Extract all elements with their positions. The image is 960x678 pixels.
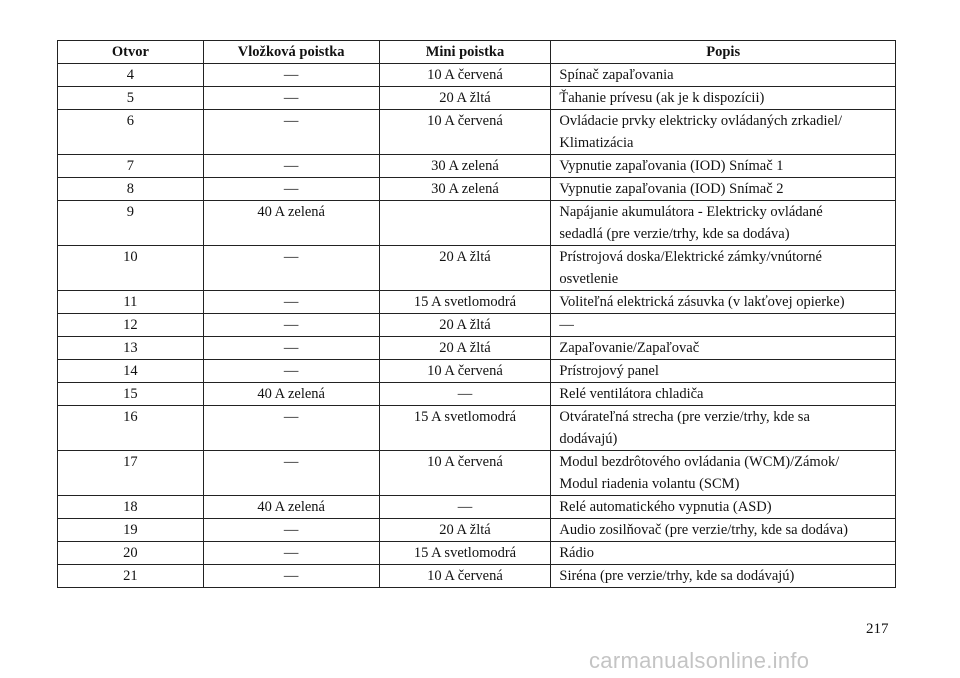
popis-line: Vypnutie zapaľovania (IOD) Snímač 1 [559,158,784,174]
popis-line: Ovládacie prvky elektricky ovládaných zrkadiel/ [559,113,843,129]
cell-popis [551,360,896,383]
cell-vlozkova-poistka: — [203,155,379,178]
cell-otvor: 9 [58,201,204,246]
cell-otvor: 14 [58,360,204,383]
popis-line: Napájanie akumulátora - Elektricky ovládané [559,204,823,220]
cell-mini-poistka: 10 A červená [379,451,551,496]
table-row [58,360,896,383]
cell-otvor: 13 [58,337,204,360]
cell-mini-poistka: 30 A zelená [379,155,551,178]
table-row [58,542,896,565]
cell-mini-poistka: — [379,383,551,406]
header-mini-poistka: Mini poistka [379,41,551,64]
cell-otvor: 15 [58,383,204,406]
cell-mini-poistka [379,201,551,246]
table-row [58,178,896,201]
popis-line: Otvárateľná strecha (pre verzie/trhy, kde sa [559,409,810,425]
cell-mini-poistka: 20 A žltá [379,314,551,337]
popis-line: sedadlá (pre verzie/trhy, kde sa dodáva) [559,226,790,242]
cell-popis [551,201,896,246]
cell-otvor: 4 [58,64,204,87]
cell-vlozkova-poistka: — [203,178,379,201]
cell-otvor: 5 [58,87,204,110]
cell-vlozkova-poistka: — [203,87,379,110]
cell-otvor: 18 [58,496,204,519]
popis-line: Relé ventilátora chladiča [559,386,704,402]
cell-popis [551,87,896,110]
popis-line: Zapaľovanie/Zapaľovač [559,340,700,356]
cell-otvor: 10 [58,246,204,291]
header-otvor: Otvor [58,41,204,64]
cell-mini-poistka: 20 A žltá [379,519,551,542]
table-row [58,201,896,246]
popis-line: Audio zosilňovač (pre verzie/trhy, kde sa dodáva) [559,522,848,538]
cell-popis [551,383,896,406]
cell-otvor: 17 [58,451,204,496]
cell-mini-poistka: 20 A žltá [379,246,551,291]
cell-popis [551,178,896,201]
cell-vlozkova-poistka: — [203,565,379,588]
watermark: carmanualsonline.info [589,648,810,673]
header-vlozkova-poistka: Vložková poistka [203,41,379,64]
cell-otvor: 11 [58,291,204,314]
cell-vlozkova-poistka: — [203,542,379,565]
cell-vlozkova-poistka: — [203,110,379,155]
cell-otvor: 12 [58,314,204,337]
cell-otvor: 16 [58,406,204,451]
table-row [58,64,896,87]
cell-vlozkova-poistka: — [203,360,379,383]
table-row [58,496,896,519]
cell-mini-poistka: 20 A žltá [379,87,551,110]
table-row [58,337,896,360]
cell-popis [551,496,896,519]
cell-vlozkova-poistka: — [203,64,379,87]
table-row [58,110,896,155]
cell-mini-poistka: 15 A svetlomodrá [379,542,551,565]
cell-vlozkova-poistka: 40 A zelená [203,383,379,406]
popis-line: Prístrojový panel [559,363,659,379]
cell-mini-poistka: — [379,496,551,519]
cell-vlozkova-poistka: — [203,314,379,337]
table-row [58,565,896,588]
popis-line: Relé automatického vypnutia (ASD) [559,499,772,515]
cell-otvor: 8 [58,178,204,201]
popis-line: Spínač zapaľovania [559,67,674,83]
table-row [58,451,896,496]
cell-popis [551,64,896,87]
popis-line: dodávajú) [559,431,618,447]
cell-popis [551,155,896,178]
cell-popis [551,542,896,565]
cell-popis [551,519,896,542]
cell-mini-poistka: 30 A zelená [379,178,551,201]
fuse-table [57,40,896,588]
popis-line: Siréna (pre verzie/trhy, kde sa dodávajú) [559,568,795,584]
cell-popis [551,565,896,588]
cell-mini-poistka: 20 A žltá [379,337,551,360]
cell-otvor: 6 [58,110,204,155]
cell-popis [551,406,896,451]
cell-otvor: 7 [58,155,204,178]
cell-mini-poistka: 10 A červená [379,64,551,87]
cell-popis [551,451,896,496]
cell-mini-poistka: 10 A červená [379,565,551,588]
table-row [58,246,896,291]
table-row [58,519,896,542]
popis-line: Modul riadenia volantu (SCM) [559,476,740,492]
table-row [58,406,896,451]
table-header-row [58,41,896,64]
cell-vlozkova-poistka: — [203,406,379,451]
cell-vlozkova-poistka: 40 A zelená [203,201,379,246]
cell-vlozkova-poistka: 40 A zelená [203,496,379,519]
popis-line: Modul bezdrôtového ovládania (WCM)/Zámok/ [559,454,840,470]
cell-popis [551,337,896,360]
cell-vlozkova-poistka: — [203,337,379,360]
cell-popis [551,314,896,337]
popis-line: Vypnutie zapaľovania (IOD) Snímač 2 [559,181,784,197]
popis-line: — [559,317,574,333]
table-row [58,383,896,406]
cell-vlozkova-poistka: — [203,246,379,291]
cell-mini-poistka: 10 A červená [379,110,551,155]
table-body [58,64,896,588]
table-row [58,155,896,178]
table-row [58,314,896,337]
page-number: 217 [866,621,889,637]
header-popis: Popis [551,41,896,64]
table-row [58,291,896,314]
cell-vlozkova-poistka: — [203,519,379,542]
popis-line: Klimatizácia [559,135,634,151]
cell-mini-poistka: 15 A svetlomodrá [379,291,551,314]
cell-vlozkova-poistka: — [203,451,379,496]
cell-otvor: 21 [58,565,204,588]
cell-vlozkova-poistka: — [203,291,379,314]
popis-line: Prístrojová doska/Elektrické zámky/vnútorné [559,249,822,265]
popis-line: Voliteľná elektrická zásuvka (v lakťovej opierke) [559,294,845,310]
table-row [58,87,896,110]
cell-popis [551,110,896,155]
cell-otvor: 19 [58,519,204,542]
cell-popis [551,246,896,291]
cell-otvor: 20 [58,542,204,565]
popis-line: osvetlenie [559,271,619,287]
popis-line: Rádio [559,545,595,561]
cell-mini-poistka: 10 A červená [379,360,551,383]
cell-popis [551,291,896,314]
cell-mini-poistka: 15 A svetlomodrá [379,406,551,451]
popis-line: Ťahanie prívesu (ak je k dispozícii) [559,90,765,106]
